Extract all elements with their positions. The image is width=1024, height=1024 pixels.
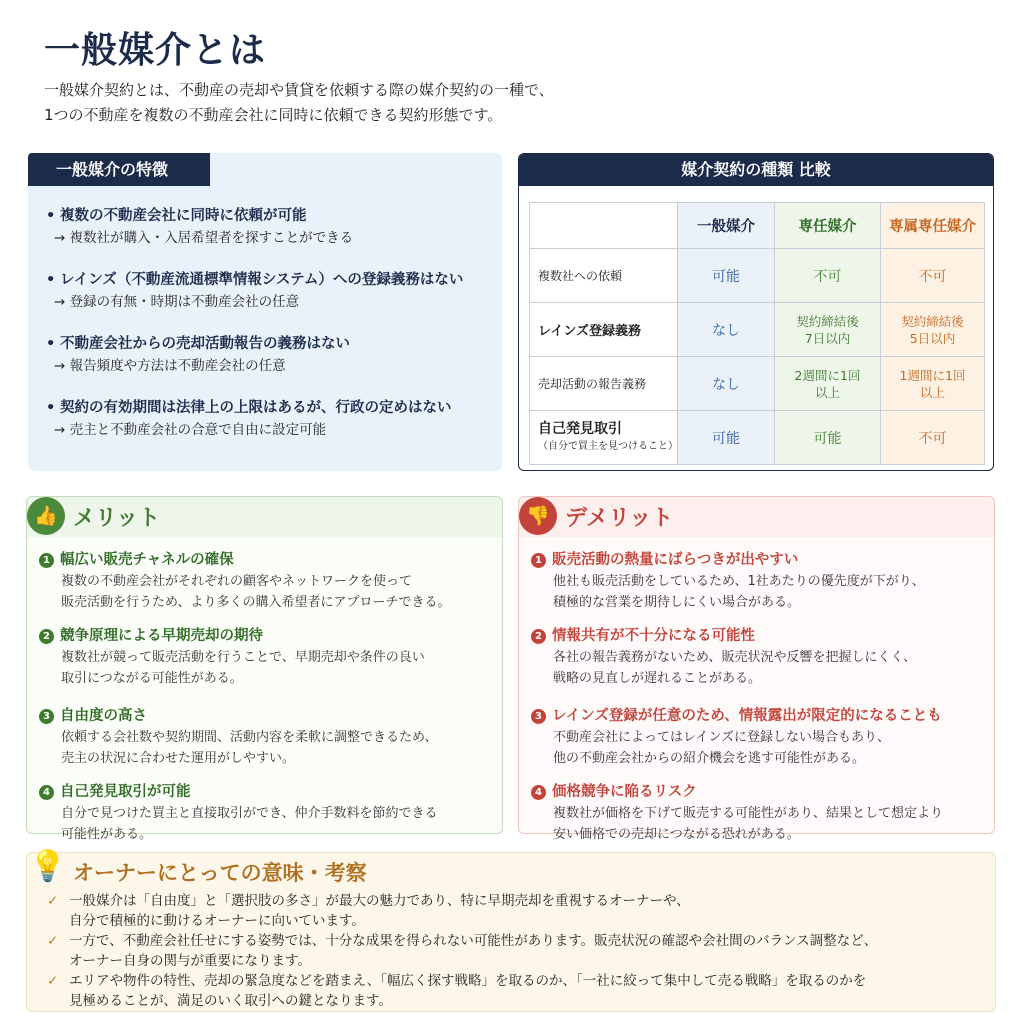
features-panel	[28, 153, 502, 471]
check-icon: ✓	[47, 973, 59, 989]
table-cell	[775, 303, 881, 357]
row-label: 複数社への依頼	[530, 249, 678, 303]
item-line: 一方で、不動産会社任せにする姿勢では、十分な成果を得られない可能性があります。販売状況の確認や会社間のバランス調整など、	[69, 933, 878, 949]
table-row	[530, 249, 985, 303]
feature-main: 不動産会社からの売却活動報告の義務はない	[60, 336, 350, 352]
item-desc: 売主の状況に合わせた運用がしやすい。	[61, 751, 296, 766]
cell-text: 契約締結後 5日以内	[901, 313, 964, 346]
check-icon: ✓	[47, 933, 59, 949]
features-header: 一般媒介の特徴	[28, 153, 210, 186]
feature-sub: → 報告頻度や方法は不動産会社の任意	[54, 358, 286, 374]
table-cell: 不可	[881, 411, 985, 465]
table-row	[530, 357, 985, 411]
item-desc: 安い価格での売却につながる恐れがある。	[553, 827, 800, 842]
item-desc: 自分で見つけた買主と直接取引ができ、仲介手数料を節約できる	[61, 806, 438, 821]
number-badge: 1	[39, 553, 54, 568]
item-desc: 他社も販売活動をしているため、1社あたりの優先度が下がり、	[553, 574, 925, 589]
number-badge: 4	[531, 785, 546, 800]
item-desc: 可能性がある。	[61, 827, 153, 842]
table-cell: 不可	[881, 249, 985, 303]
col-header: 専任媒介	[775, 203, 881, 249]
row-label-text: 自己発見取引	[538, 420, 622, 437]
item-title: 自己発見取引が可能	[60, 784, 191, 800]
bullet-icon: •	[46, 336, 56, 352]
list-item	[531, 549, 986, 613]
item-desc: 販売活動を行うため、より多くの購入希望者にアプローチできる。	[61, 595, 451, 610]
item-line: 一般媒介は「自由度」と「選択肢の多さ」が最大の魅力であり、特に早期売却を重視するオーナーや、	[69, 893, 690, 909]
merit-title: メリット	[73, 506, 161, 531]
row-label: 売却活動の報告義務	[530, 357, 678, 411]
item-title: レインズ登録が任意のため、情報露出が限定的になることも	[552, 708, 942, 724]
item-title: 情報共有が不十分になる可能性	[552, 628, 755, 644]
intro-text	[44, 78, 554, 128]
table-cell	[775, 357, 881, 411]
bullet-icon: •	[46, 208, 56, 224]
number-badge: 1	[531, 553, 546, 568]
table-cell: 可能	[678, 249, 775, 303]
feature-item	[46, 205, 496, 249]
check-icon: ✓	[47, 893, 59, 909]
item-desc: 取引につながる可能性がある。	[61, 671, 243, 686]
intro-line: 一般媒介契約とは、不動産の売却や賃貸を依頼する際の媒介契約の一種で、	[44, 81, 554, 99]
owner-list	[47, 891, 987, 1011]
list-item	[531, 705, 986, 769]
table-corner	[530, 203, 678, 249]
list-item	[47, 891, 987, 931]
table-cell	[881, 357, 985, 411]
table-cell: なし	[678, 357, 775, 411]
cell-text: 1週間に1回 以上	[899, 367, 966, 400]
row-label	[530, 411, 678, 465]
item-line: エリアや物件の特性、売却の緊急度などを踏まえ、「幅広く探す戦略」を取るのか、「一社に絞って集中して売る戦略」を取るのかを	[69, 973, 867, 989]
list-item	[531, 781, 986, 845]
item-title: 自由度の高さ	[60, 708, 147, 724]
col-header: 専属専任媒介	[881, 203, 985, 249]
feature-sub: → 複数社が購入・入居希望者を探すことができる	[54, 230, 354, 246]
bullet-icon: •	[46, 400, 56, 416]
item-desc: 他の不動産会社からの紹介機会を逃す可能性がある。	[553, 751, 866, 766]
feature-main: 複数の不動産会社に同時に依頼が可能	[60, 208, 307, 224]
intro-line: 1つの不動産を複数の不動産会社に同時に依頼できる契約形態です。	[44, 106, 503, 124]
table-cell: 不可	[775, 249, 881, 303]
thumbs-up-icon: 👍	[27, 497, 65, 535]
feature-item	[46, 269, 496, 313]
feature-item	[46, 333, 496, 377]
col-header: 一般媒介	[678, 203, 775, 249]
number-badge: 4	[39, 785, 54, 800]
table-cell: 可能	[678, 411, 775, 465]
feature-main: レインズ（不動産流通標準情報システム）への登録義務はない	[60, 272, 464, 288]
demerit-panel	[518, 496, 995, 842]
features-list	[46, 205, 496, 461]
item-desc: 複数社が競って販売活動を行うことで、早期売却や条件の良い	[61, 650, 425, 665]
row-label-note: （自分で買主を見つけること）	[538, 440, 678, 452]
table-header-row	[530, 203, 985, 249]
item-desc: 複数の不動産会社がそれぞれの顧客やネットワークを使って	[61, 574, 413, 589]
item-title: 価格競争に陥るリスク	[552, 784, 697, 800]
feature-sub: → 登録の有無・時期は不動産会社の任意	[54, 294, 300, 310]
item-title: 競争原理による早期売却の期待	[60, 628, 263, 644]
number-badge: 3	[39, 709, 54, 724]
item-line: 自分で積極的に動けるオーナーに向いています。	[69, 913, 365, 929]
comparison-header: 媒介契約の種類 比較	[519, 154, 993, 186]
list-item	[39, 781, 494, 845]
feature-main: 契約の有効期間は法律上の上限はあるが、行政の定めはない	[60, 400, 452, 416]
item-desc: 戦略の見直しが遅れることがある。	[553, 671, 762, 686]
list-item	[39, 549, 494, 613]
item-line: オーナー自身の関与が重要になります。	[69, 953, 311, 969]
comparison-panel	[518, 153, 994, 471]
item-desc: 積極的な営業を期待しにくい場合がある。	[553, 595, 801, 610]
number-badge: 3	[531, 709, 546, 724]
item-line: 見極めることが、満足のいく取引への鍵となります。	[69, 993, 392, 1009]
list-item	[47, 971, 987, 1011]
cell-text: 契約締結後 7日以内	[796, 313, 859, 346]
list-item	[531, 625, 986, 689]
table-cell: なし	[678, 303, 775, 357]
lightbulb-icon: 💡	[29, 849, 67, 884]
merit-list	[39, 549, 494, 857]
table-cell: 可能	[775, 411, 881, 465]
row-label: レインズ登録義務	[530, 303, 678, 357]
number-badge: 2	[39, 629, 54, 644]
owner-title: オーナーにとっての意味・考察	[73, 861, 367, 885]
demerit-title: デメリット	[565, 506, 674, 531]
feature-item	[46, 397, 496, 441]
item-desc: 不動産会社によってはレインズに登録しない場合もあり、	[553, 730, 890, 745]
merit-panel	[26, 496, 503, 842]
table-row	[530, 411, 985, 465]
number-badge: 2	[531, 629, 546, 644]
bullet-icon: •	[46, 272, 56, 288]
item-title: 販売活動の熱量にばらつきが出やすい	[552, 552, 799, 568]
item-desc: 各社の報告義務がないため、販売状況や反響を把握しにくく、	[553, 650, 917, 665]
item-title: 幅広い販売チャネルの確保	[60, 552, 234, 568]
thumbs-down-icon: 👎	[519, 497, 557, 535]
item-desc: 複数社が価格を下げて販売する可能性があり、結果として想定より	[553, 806, 944, 821]
list-item	[39, 705, 494, 769]
table-row	[530, 303, 985, 357]
page-title: 一般媒介とは	[44, 30, 267, 71]
list-item	[39, 625, 494, 689]
feature-sub: → 売主と不動産会社の合意で自由に設定可能	[54, 422, 327, 438]
merit-header	[27, 497, 502, 537]
item-desc: 依頼する会社数や契約期間、活動内容を柔軟に調整できるため、	[61, 730, 438, 745]
demerit-list	[531, 549, 986, 857]
cell-text: 2週間に1回 以上	[794, 367, 861, 400]
owner-panel	[26, 849, 996, 1012]
list-item	[47, 931, 987, 971]
comparison-table	[529, 202, 985, 465]
table-cell	[881, 303, 985, 357]
demerit-header	[519, 497, 994, 537]
